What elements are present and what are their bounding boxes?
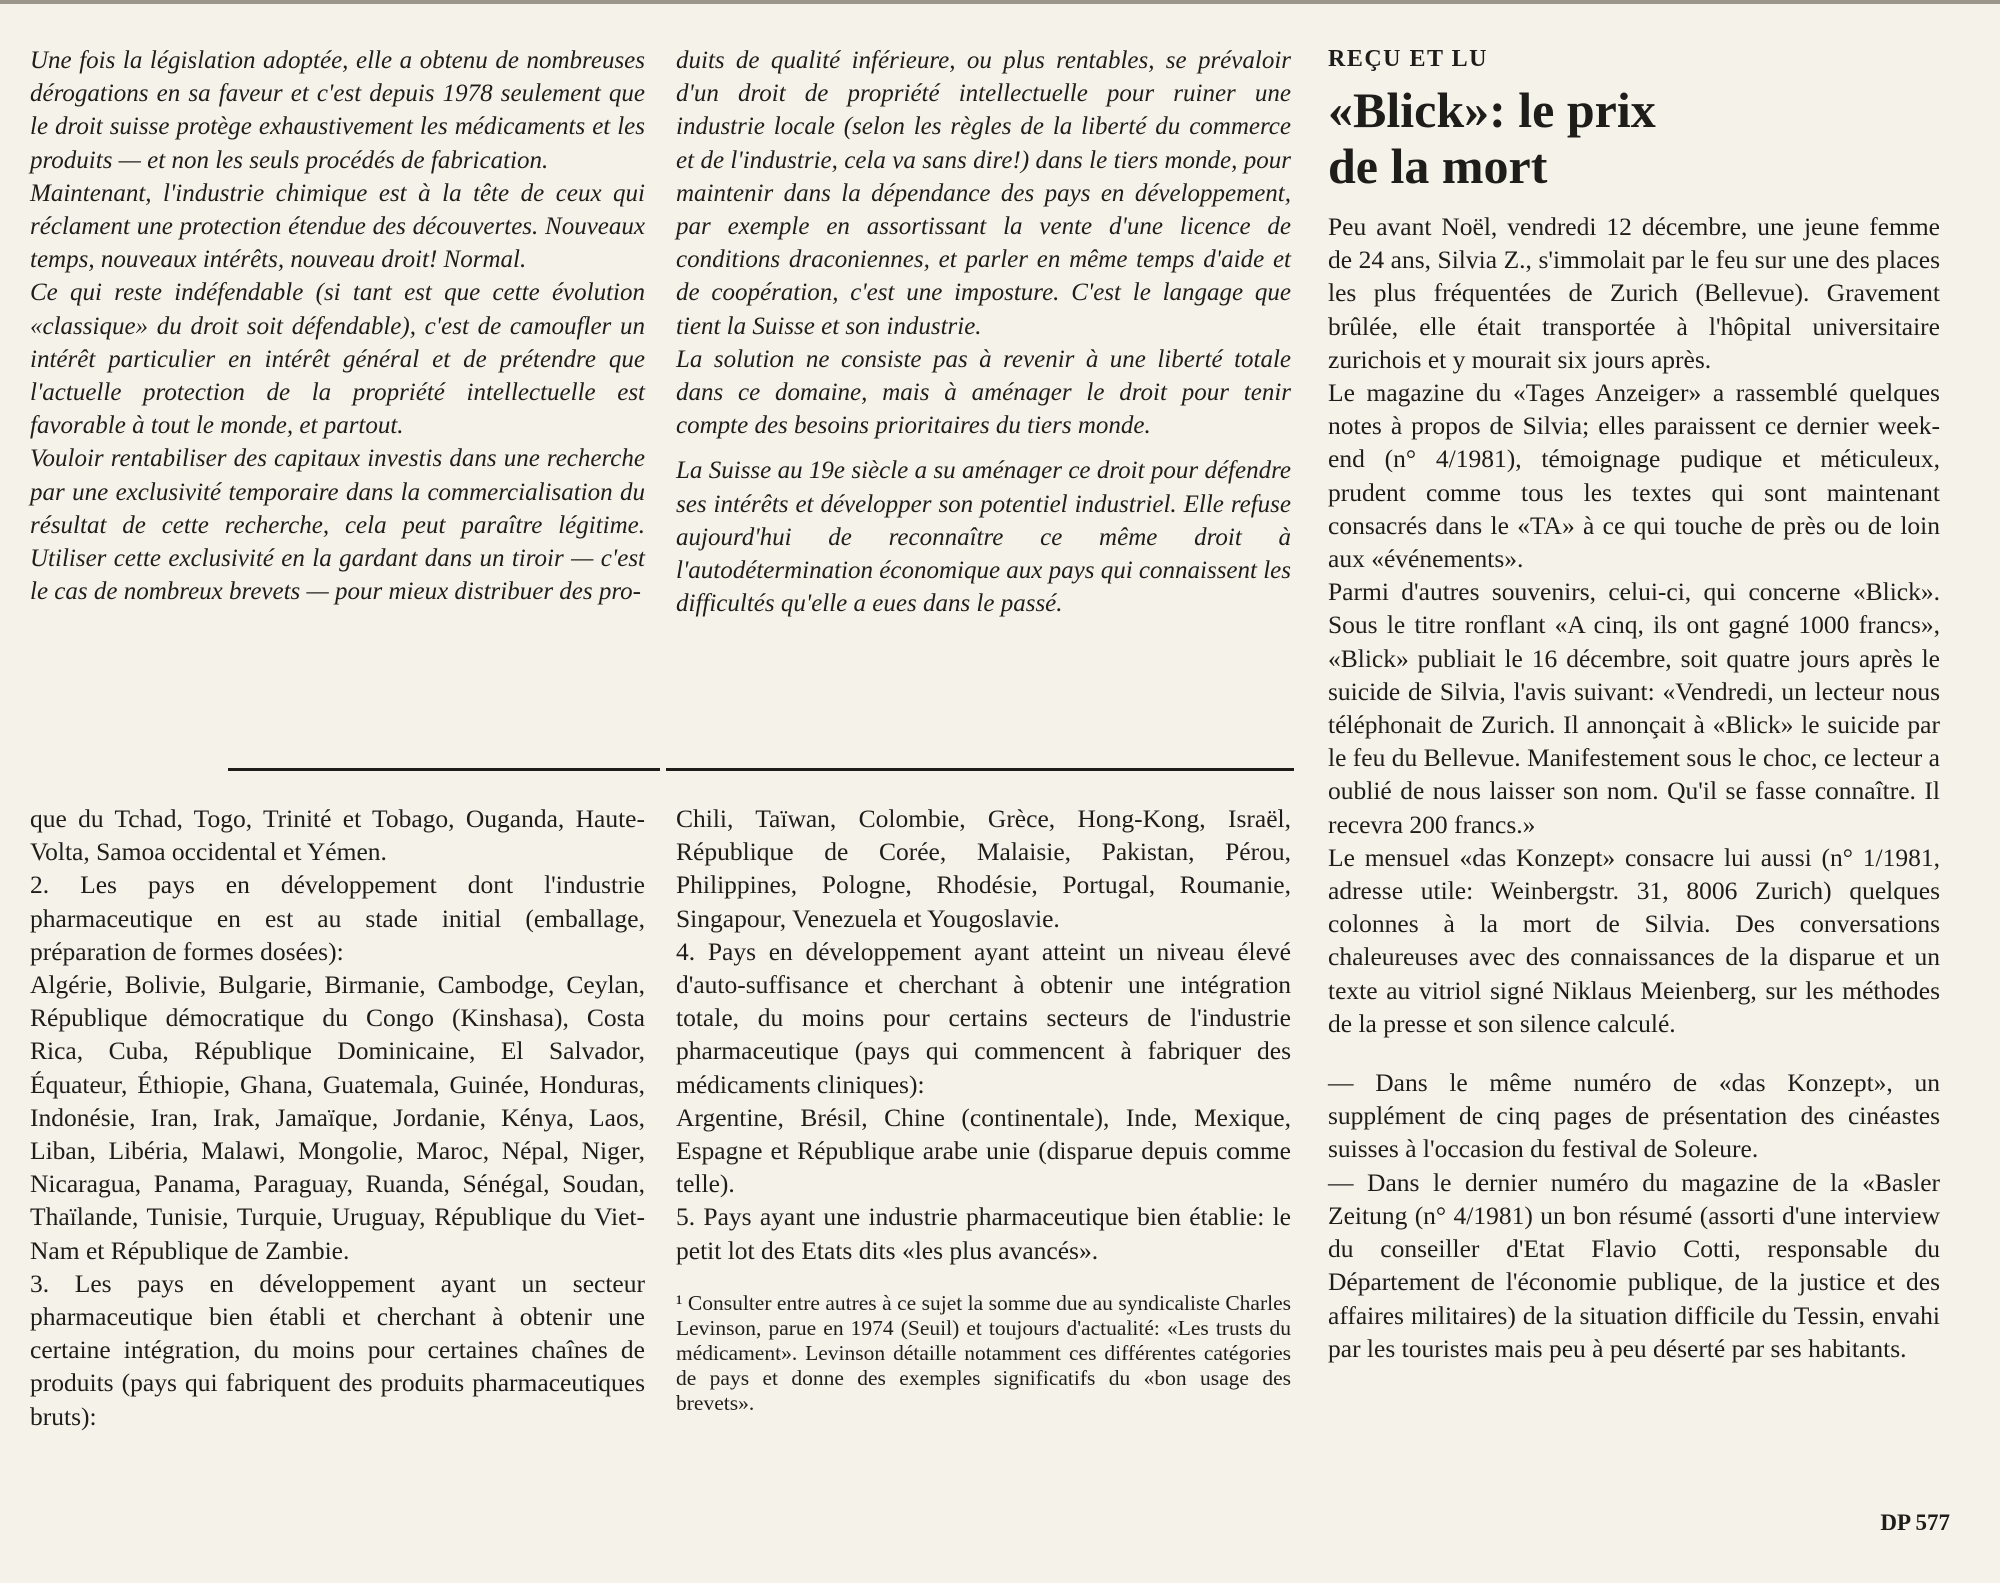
footnote: ¹ Consulter entre autres à ce sujet la somme due au syndicaliste Charles Levinson, parue en 1974 (Seuil) et toujours d'actualité: «Les trusts du médicament». Levinson détaille notamment ces différentes catégories de pays et donne des exemples significatifs du «bon usage des brevets».: [676, 1290, 1291, 1415]
editorial-paragraph: duits de qualité inférieure, ou plus rentables, se prévaloir d'un droit de propriété intellectuelle pour ruiner une industrie locale (selon les règles de la liberté du commerce et de l'industrie, cela va sans dire!) dans le tiers monde, pour maintenir dans la dépendance des pays en développement, par exemple en assortissant la vente d'une licence de conditions draconiennes, et parler en même temps d'aide et de coopération, c'est une imposture. C'est le langage que tient la Suisse et son industrie.: [676, 47, 1291, 340]
editorial-paragraph: Vouloir rentabiliser des capitaux investis dans une recherche par une exclusivité temporaire dans la commercialisation du résultat de cette recherche, cela peut paraître légitime. Utiliser cette exclusivité en la gardant dans un tiroir — c'est le cas de nombreux brevets — pour mieux distribuer des pro-: [30, 445, 645, 606]
editorial-paragraph: Une fois la législation adoptée, elle a obtenu de nombreuses dérogations en sa faveur et c'est depuis 1978 seulement que le droit suisse protège exhaustivement les médicaments et les produits — et non les seuls procédés de fabrication.: [30, 47, 645, 174]
article-paragraph: Le mensuel «das Konzept» consacre lui aussi (n° 1/1981, adresse utile: Weinbergstr. 31, 8006 Zurich) quelques colonnes à la mort de Silvia. Des conversations chaleureuses avec des connaissances de la disparue et un texte au vitriol signé Niklaus Meienberg, sur les méthodes de la presse et son silence calculé.: [1328, 842, 1940, 1038]
page-folio: DP 577: [1880, 1510, 1950, 1535]
country-list-paragraph: Argentine, Brésil, Chine (continentale), Inde, Mexique, Espagne et République arabe unie (disparue depuis comme telle).: [676, 1102, 1291, 1199]
editorial-paragraph: La Suisse au 19e siècle a su aménager ce droit pour défendre ses intérêts et développer son potentiel industriel. Elle refuse aujourd'hui de reconnaître ce même droit à l'autodétermination économique aux pays qui connaissent les difficultés qu'elle a eues dans le passé.: [676, 457, 1291, 618]
review-column: [1328, 44, 1940, 1365]
article-paragraph: Le magazine du «Tages Anzeiger» a rassemblé quelques notes à propos de Silvia; elles paraissent ce dernier week-end (n° 4/1981), témoignage pudique et méticuleux, prudent comme tous les textes qui sont maintenant consacrés dans le «TA» à ce qui touche de près ou de loin aux «événements».: [1328, 378, 1940, 574]
article-paragraph: Parmi d'autres souvenirs, celui-ci, qui concerne «Blick». Sous le titre ronflant «A cinq, ils ont gagné 1000 francs», «Blick» publiait le 16 décembre, soit quatre jours après le suicide de Silvia, l'avis suivant: «Vendredi, un lecteur nous téléphonait de Zurich. Il annonçait à «Blick» le suicide par le feu du Bellevue. Manifestement sous le choc, ce lecteur a oublié de nous laisser son nom. Qu'il se fasse connaître. Il recevra 200 francs.»: [1328, 577, 1940, 839]
country-list-paragraph: 3. Les pays en développement ayant un secteur pharmaceutique bien établi et cherchant à obtenir une certaine intégration, du moins pour certaines chaînes de produits (pays qui fabriquent des produits pharmaceutiques bruts):: [30, 1268, 645, 1431]
editorial-paragraph: La solution ne consiste pas à revenir à une liberté totale dans ce domaine, mais à aménager le droit pour tenir compte des besoins prioritaires du tiers monde.: [676, 345, 1291, 440]
country-list-paragraph: 4. Pays en développement ayant atteint un niveau élevé d'auto-suffisance et cherchant à obtenir une intégration totale, du moins pour certains secteurs de l'industrie pharmaceutique (pays qui commencent à fabriquer des médicaments cliniques):: [676, 936, 1291, 1099]
editorial-paragraph: Maintenant, l'industrie chimique est à la tête de ceux qui réclament une protection étendue des découvertes. Nouveaux temps, nouveaux intérêts, nouveau droit! Normal.: [30, 179, 645, 274]
article-headline: «Blick»: le prix: [1328, 82, 1656, 138]
section-kicker: REÇU ET LU: [1328, 46, 1488, 72]
country-list-paragraph: Chili, Taïwan, Colombie, Grèce, Hong-Kong, Israël, République de Corée, Malaisie, Pakistan, Pérou, Philippines, Pologne, Rhodésie, Portugal, Roumanie, Singapour, Venezuela et Yougoslavie.: [676, 804, 1291, 933]
top-border: [0, 0, 2000, 4]
country-list-paragraph: Algérie, Bolivie, Bulgarie, Birmanie, Cambodge, Ceylan, République démocratique du Congo (Kinshasa), Costa Rica, Cuba, République Dominicaine, El Salvador, Équateur, Éthiopie, Ghana, Guatemala, Guinée, Honduras, Indonésie, Iran, Irak, Jamaïque, Jordanie, Kénya, Laos, Liban, Libéria, Malawi, Mongolie, Maroc, Népal, Niger, Nicaragua, Panama, Paraguay, Ruanda, Sénégal, Soudan, Thaïlande, Tunisie, Turquie, Uruguay, République du Viet-Nam et République de Zambie.: [30, 970, 645, 1265]
country-list-middle-column: [676, 802, 1291, 1416]
editorial-middle-column: [676, 44, 1291, 620]
country-list-paragraph: que du Tchad, Togo, Trinité et Tobago, Ouganda, Haute-Volta, Samoa occidental et Yémen.: [30, 804, 645, 867]
article-headline: de la mort: [1328, 138, 1548, 194]
country-list-paragraph: 5. Pays ayant une industrie pharmaceutique bien établie: le petit lot des Etats dits «les plus avancés».: [676, 1202, 1291, 1265]
editorial-paragraph: Ce qui reste indéfendable (si tant est que cette évolution «classique» du droit soit défendable), c'est de camoufler un intérêt particulier en intérêt général et de prétendre que l'actuelle protection de la propriété intellectuelle est favorable à tout le monde, et partout.: [30, 279, 645, 440]
article-paragraph: Peu avant Noël, vendredi 12 décembre, une jeune femme de 24 ans, Silvia Z., s'immolait par le feu sur une des places les plus fréquentées de Zurich (Bellevue). Gravement brûlée, elle était transportée à l'hôpital universitaire zurichois et y mourait six jours après.: [1328, 212, 1940, 374]
article-paragraph: — Dans le dernier numéro du magazine de la «Basler Zeitung (n° 4/1981) un bon résumé (assorti d'une interview du conseiller d'Etat Flavio Cotti, responsable du Département de l'économie publique, de la justice et des affaires militaires) de la situation difficile du Tessin, envahi par les touristes mais peu à peu déserté par ses habitants.: [1328, 1167, 1940, 1363]
section-divider-middle: [666, 768, 1294, 771]
country-list-left-column: [30, 802, 645, 1433]
section-divider-left: [228, 768, 660, 771]
editorial-left-column: [30, 44, 645, 608]
article-paragraph: — Dans le même numéro de «das Konzept», un supplément de cinq pages de présentation des cinéastes suisses à l'occasion du festival de Soleure.: [1328, 1068, 1940, 1164]
country-list-paragraph: 2. Les pays en développement dont l'industrie pharmaceutique en est au stade initial (emballage, préparation de formes dosées):: [30, 870, 645, 966]
